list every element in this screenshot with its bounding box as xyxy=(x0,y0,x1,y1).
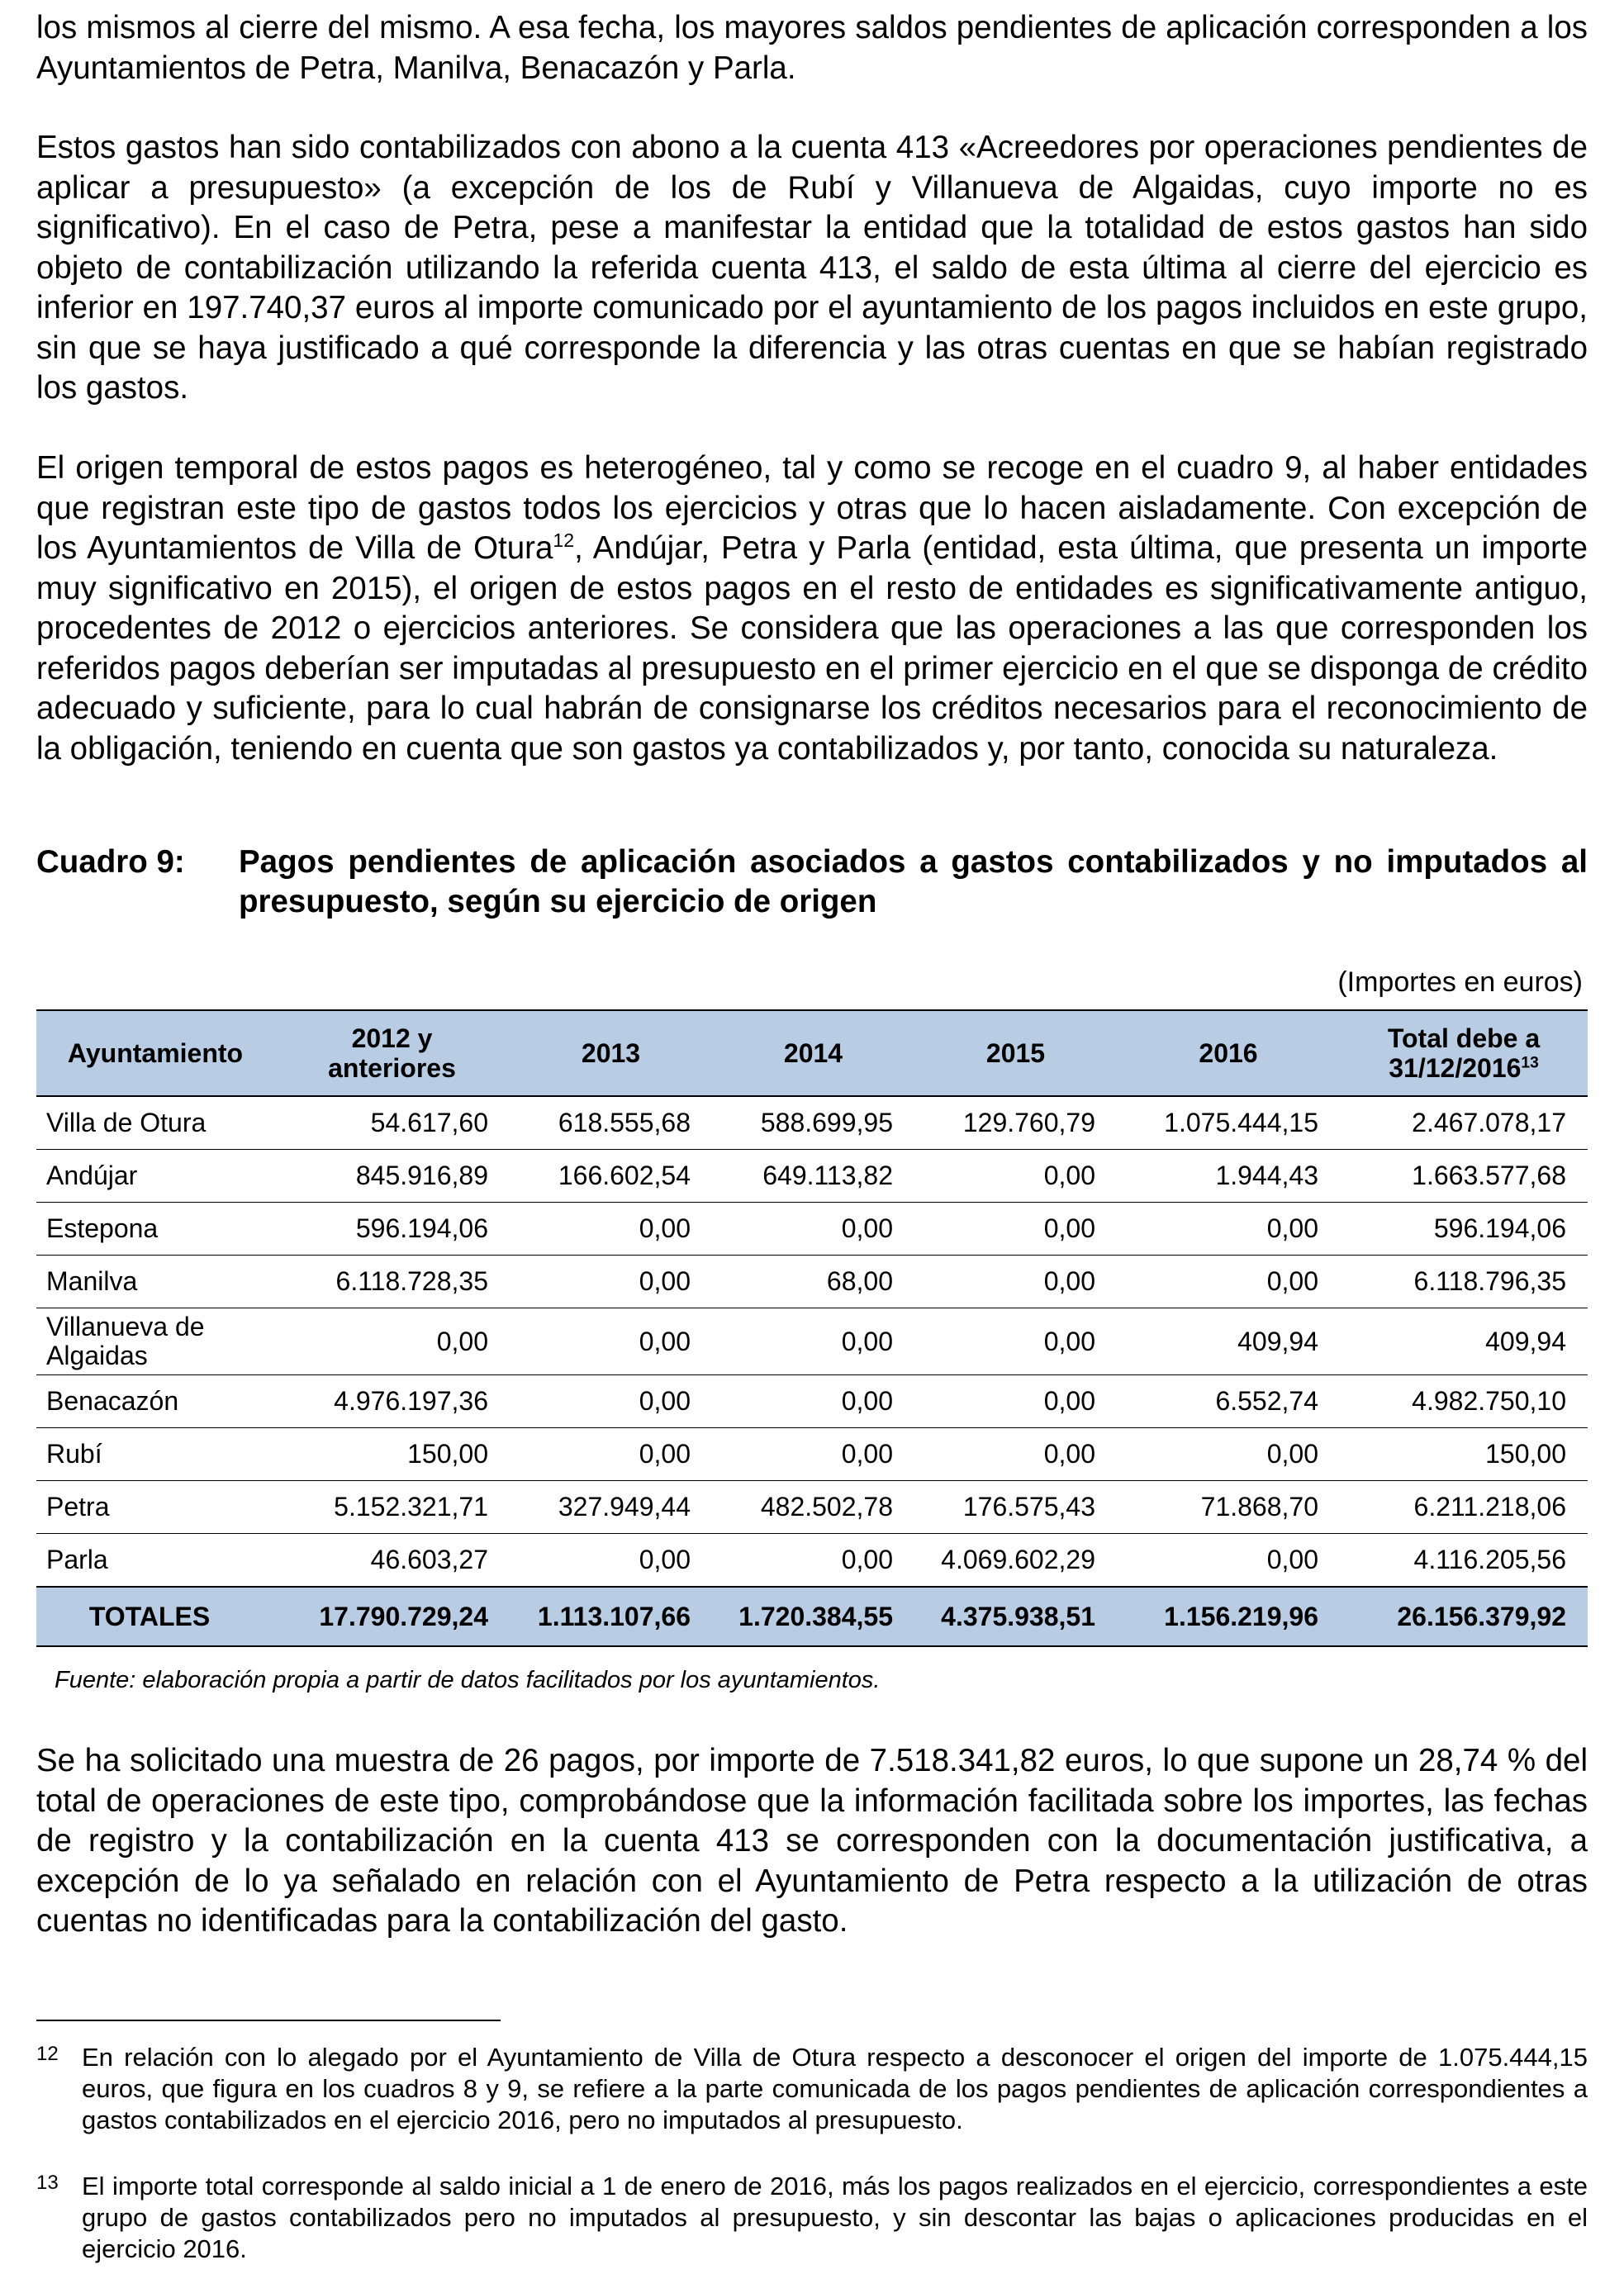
cell-total: 150,00 xyxy=(1340,1428,1588,1481)
cell-value: 618.555,68 xyxy=(510,1096,712,1150)
table-row xyxy=(36,1481,1588,1534)
cell-value: 129.760,79 xyxy=(914,1096,1117,1150)
footnote-12-text: En relación con lo alegado por el Ayuntamiento de Villa de Otura respecto a desconocer el origen del importe de 1.075.444,15 euros, que figura en los cuadros 8 y 9, se refiere a la parte comunicada de los pagos pendientes de aplicación correspondientes a gastos contabilizados en el ejercicio 2016, pero no imputados al presupuesto. xyxy=(82,2043,1588,2134)
cell-value: 482.502,78 xyxy=(712,1481,914,1534)
totals-value: 4.375.938,51 xyxy=(914,1587,1117,1646)
cell-value: 4.976.197,36 xyxy=(274,1375,510,1428)
cell-value: 71.868,70 xyxy=(1117,1481,1340,1534)
table-row xyxy=(36,1203,1588,1256)
cell-total: 1.663.577,68 xyxy=(1340,1150,1588,1203)
cell-value: 0,00 xyxy=(712,1308,914,1375)
cell-value: 588.699,95 xyxy=(712,1096,914,1150)
cell-total: 4.982.750,10 xyxy=(1340,1375,1588,1428)
totals-value: 1.156.219,96 xyxy=(1117,1587,1340,1646)
cell-value: 176.575,43 xyxy=(914,1481,1117,1534)
totals-value: 1.113.107,66 xyxy=(510,1587,712,1646)
cell-value: 409,94 xyxy=(1117,1308,1340,1375)
cell-value: 6.552,74 xyxy=(1117,1375,1340,1428)
cell-value: 0,00 xyxy=(510,1375,712,1428)
cell-value: 1.944,43 xyxy=(1117,1150,1340,1203)
header-total-line1: Total debe a xyxy=(1387,1023,1541,1053)
cell-value: 649.113,82 xyxy=(712,1150,914,1203)
footnote-12-number: 12 xyxy=(36,2043,59,2065)
table-caption xyxy=(36,843,1588,922)
header-total-line2: 31/12/2016 xyxy=(1389,1053,1522,1083)
cell-value: 0,00 xyxy=(914,1375,1117,1428)
cell-value: 0,00 xyxy=(510,1308,712,1375)
cell-value: 0,00 xyxy=(510,1203,712,1256)
cell-value: 4.069.602,29 xyxy=(914,1534,1117,1588)
totals-value: 17.790.729,24 xyxy=(274,1587,510,1646)
table-units-note: (Importes en euros) xyxy=(1337,966,1583,998)
cell-value: 0,00 xyxy=(274,1308,510,1375)
cell-value: 0,00 xyxy=(1117,1203,1340,1256)
cell-value: 0,00 xyxy=(712,1534,914,1588)
footnote-13 xyxy=(36,2171,1588,2265)
header-2013: 2013 xyxy=(510,1010,712,1096)
cell-ayuntamiento: Parla xyxy=(36,1534,274,1588)
cell-total: 6.211.218,06 xyxy=(1340,1481,1588,1534)
header-2012-line1: 2012 y xyxy=(351,1023,433,1053)
header-2012-line2: anteriores xyxy=(328,1053,456,1083)
footnote-divider xyxy=(36,2020,501,2021)
cell-value: 0,00 xyxy=(712,1203,914,1256)
cell-value: 0,00 xyxy=(914,1308,1117,1375)
paragraph-origin-part1: El origen temporal de estos pagos es heterogéneo, tal y como se recoge en el cuadro 9, al haber entidades que registran este tipo de gastos todos los ejercicios y otras que lo hacen aisladamente. Con excepción de los Ayuntamientos de Villa de Otura xyxy=(36,450,1588,566)
footnote-ref-12: 12 xyxy=(553,529,575,552)
cell-ayuntamiento: Villanueva de Algaidas xyxy=(36,1308,274,1375)
cell-value: 46.603,27 xyxy=(274,1534,510,1588)
cell-value: 0,00 xyxy=(712,1428,914,1481)
cell-ayuntamiento: Villa de Otura xyxy=(36,1096,274,1150)
footnote-12 xyxy=(36,2042,1588,2136)
cell-value: 166.602,54 xyxy=(510,1150,712,1203)
footnote-ref-13: 13 xyxy=(1521,1054,1539,1072)
table-row xyxy=(36,1150,1588,1203)
cell-ayuntamiento: Rubí xyxy=(36,1428,274,1481)
header-2015: 2015 xyxy=(914,1010,1117,1096)
table-row xyxy=(36,1256,1588,1308)
table-row xyxy=(36,1375,1588,1428)
cell-value: 68,00 xyxy=(712,1256,914,1308)
totals-grand-total: 26.156.379,92 xyxy=(1340,1587,1588,1646)
cell-ayuntamiento: Estepona xyxy=(36,1203,274,1256)
cell-value: 6.118.728,35 xyxy=(274,1256,510,1308)
cell-value: 0,00 xyxy=(510,1534,712,1588)
cell-value: 0,00 xyxy=(510,1256,712,1308)
paragraph-origin-part2: , Andújar, Petra y Parla (entidad, esta última, que presenta un importe muy significativo en 2015), el origen de estos pagos en el resto de entidades es significativamente antiguo, procedentes de 2012 o ejercicios anteriores. Se considera que las operaciones a las que corresponden los referidos pagos deberían ser imputadas al presupuesto en el primer ejercicio en el que se disponga de crédito adecuado y suficiente, para lo cual habrán de consignarse los créditos necesarios para el reconocimiento de la obligación, teniendo en cuenta que son gastos ya contabilizados y, por tanto, conocida su naturaleza. xyxy=(36,530,1588,767)
header-ayuntamiento: Ayuntamiento xyxy=(36,1010,274,1096)
table-row xyxy=(36,1308,1588,1375)
totals-value: 1.720.384,55 xyxy=(712,1587,914,1646)
cell-value: 0,00 xyxy=(1117,1534,1340,1588)
header-total-debe xyxy=(1340,1010,1588,1096)
cell-total: 4.116.205,56 xyxy=(1340,1534,1588,1588)
paragraph-intro: los mismos al cierre del mismo. A esa fecha, los mayores saldos pendientes de aplicación corresponden a los Ayuntamientos de Petra, Manilva, Benacazón y Parla. xyxy=(36,10,1588,86)
cell-value: 0,00 xyxy=(914,1150,1117,1203)
cell-value: 1.075.444,15 xyxy=(1117,1096,1340,1150)
cell-total: 6.118.796,35 xyxy=(1340,1256,1588,1308)
cell-value: 0,00 xyxy=(1117,1428,1340,1481)
cell-value: 0,00 xyxy=(712,1375,914,1428)
footnote-13-number: 13 xyxy=(36,2172,59,2194)
cell-value: 0,00 xyxy=(914,1203,1117,1256)
cell-ayuntamiento: Andújar xyxy=(36,1150,274,1203)
paragraph-sample: Se ha solicitado una muestra de 26 pagos, por importe de 7.518.341,82 euros, lo que supone un 28,74 % del total de operaciones de este tipo, comprobándose que la información facilitada sobre los importes, las fechas de registro y la contabilización en la cuenta 413 se corresponden con la documentación justificativa, a excepción de lo ya señalado en relación con el Ayuntamiento de Petra respecto a la utilización de otras cuentas no identificadas para la contabilización del gasto. xyxy=(36,1743,1588,1939)
cell-value: 327.949,44 xyxy=(510,1481,712,1534)
table-source-note: Fuente: elaboración propia a partir de datos facilitados por los ayuntamientos. xyxy=(55,1667,881,1693)
totals-label: TOTALES xyxy=(36,1587,274,1646)
cell-value: 54.617,60 xyxy=(274,1096,510,1150)
paragraph-origin xyxy=(36,449,1588,769)
table-totals-row xyxy=(36,1587,1588,1646)
table-row xyxy=(36,1534,1588,1588)
cell-ayuntamiento: Manilva xyxy=(36,1256,274,1308)
cell-ayuntamiento: Benacazón xyxy=(36,1375,274,1428)
cell-value: 150,00 xyxy=(274,1428,510,1481)
payments-table xyxy=(36,1009,1588,1647)
cell-value: 0,00 xyxy=(510,1428,712,1481)
cell-value: 0,00 xyxy=(914,1428,1117,1481)
cell-total: 596.194,06 xyxy=(1340,1203,1588,1256)
cell-value: 5.152.321,71 xyxy=(274,1481,510,1534)
cell-total: 409,94 xyxy=(1340,1308,1588,1375)
cell-value: 596.194,06 xyxy=(274,1203,510,1256)
cell-ayuntamiento: Petra xyxy=(36,1481,274,1534)
cell-total: 2.467.078,17 xyxy=(1340,1096,1588,1150)
cell-value: 0,00 xyxy=(914,1256,1117,1308)
table-caption-label: Cuadro 9: xyxy=(36,844,185,880)
table-header-row xyxy=(36,1010,1588,1096)
footnote-13-text: El importe total corresponde al saldo inicial a 1 de enero de 2016, más los pagos realizados en el ejercicio, correspondientes a este grupo de gastos contabilizados pero no imputados al presupuesto, y sin descontar las bajas o aplicaciones producidas en el ejercicio 2016. xyxy=(82,2172,1588,2263)
cell-value: 845.916,89 xyxy=(274,1150,510,1203)
table-row xyxy=(36,1428,1588,1481)
table-caption-title: Pagos pendientes de aplicación asociados a gastos contabilizados y no imputados al presupuesto, según su ejercicio de origen xyxy=(239,844,1588,919)
cell-value: 0,00 xyxy=(1117,1256,1340,1308)
header-2016: 2016 xyxy=(1117,1010,1340,1096)
header-2014: 2014 xyxy=(712,1010,914,1096)
paragraph-accounting: Estos gastos han sido contabilizados con abono a la cuenta 413 «Acreedores por operaciones pendientes de aplicar a presupuesto» (a excepción de los de Rubí y Villanueva de Algaidas, cuyo importe no es significativo). En el caso de Petra, pese a manifestar la entidad que la totalidad de estos gastos han sido objeto de contabilización utilizando la referida cuenta 413, el saldo de esta última al cierre del ejercicio es inferior en 197.740,37 euros al importe comunicado por el ayuntamiento de los pagos incluidos en este grupo, sin que se haya justificado a qué corresponde la diferencia y las otras cuentas en que se habían registrado los gastos. xyxy=(36,130,1588,406)
table-row xyxy=(36,1096,1588,1150)
header-2012-anteriores xyxy=(274,1010,510,1096)
